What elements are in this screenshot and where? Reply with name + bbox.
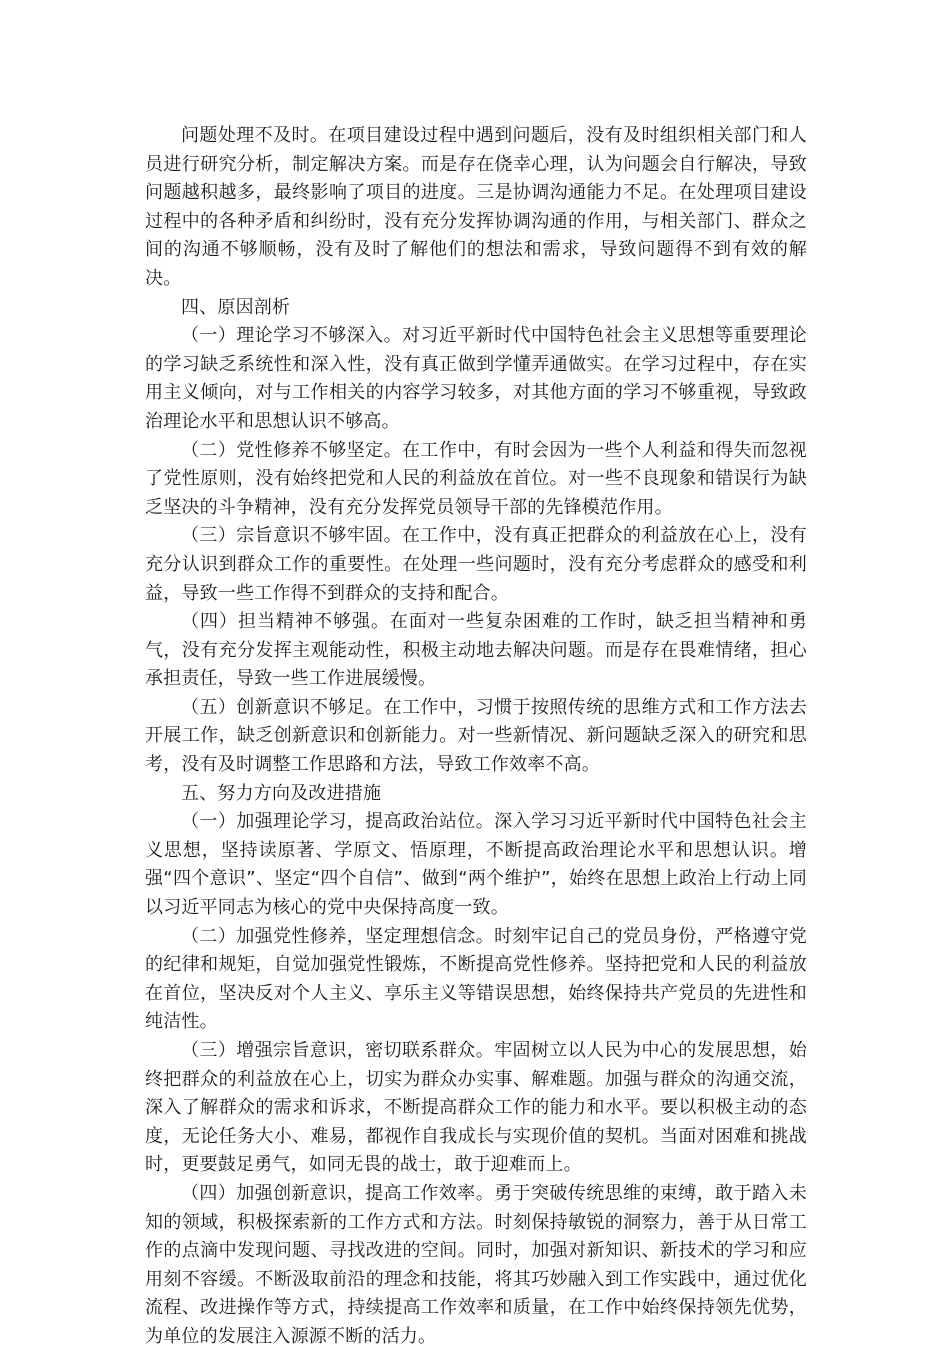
paragraph-problem-handling: 问题处理不及时。在项目建设过程中遇到问题后，没有及时组织相关部门和人员进行研究分析，制定解决方案。而是存在侥幸心理，认为问题会自行解决，导致问题越积越多，最终影响了项目的进度。三是协调沟通能力不足。在处理项目建设过程中的各种矛盾和纠纷时，没有充分发挥协调沟通的作用，与相关部门、群众之间的沟通不够顺畅，没有及时了解他们的想法和需求，导致问题得不到有效的解决。 <box>145 125 807 289</box>
paragraph-measure-1: （一）加强理论学习，提高政治站位。深入学习习近平新时代中国特色社会主义思想，坚持读原著、学原文、悟原理，不断提高政治理论水平和思想认识。增强“四个意识”、坚定“四个自信”、做到“两个维护”，始终在思想上政治上行动上同以习近平同志为核心的党中央保持高度一致。 <box>145 811 807 919</box>
paragraph-measure-3: （三）增强宗旨意识，密切联系群众。牢固树立以人民为中心的发展思想，始终把群众的利益放在心上，切实为群众办实事、解难题。加强与群众的沟通交流，深入了解群众的需求和诉求，不断提高群众工作的能力和水平。要以积极主动的态度，无论任务大小、难易，都视作自我成长与实现价值的契机。当面对困难和挑战时，更要鼓足勇气，如同无畏的战士，敢于迎难而上。 <box>145 1040 807 1176</box>
paragraph-measure-2: （二）加强党性修养，坚定理想信念。时刻牢记自己的党员身份，严格遵守党的纪律和规矩，自觉加强党性锻炼，不断提高党性修养。坚持把党和人民的利益放在首位，坚决反对个人主义、享乐主义等错误思想，始终保持共产党员的先进性和纯洁性。 <box>145 925 807 1033</box>
paragraph-measure-4: （四）加强创新意识，提高工作效率。勇于突破传统思维的束缚，敢于踏入未知的领域，积极探索新的工作方式和方法。时刻保持敏锐的洞察力，善于从日常工作的点滴中发现问题、寻找改进的空间。同时，加强对新知识、新技术的学习和应用刻不容缓。不断汲取前沿的理念和技能，将其巧妙融入到工作实践中，通过优化流程、改进操作等方式，持续提高工作效率和质量，在工作中始终保持领先优势，为单位的发展注入源源不断的活力。 <box>145 1182 807 1347</box>
document-page <box>145 122 807 1352</box>
paragraph-cause-5: （五）创新意识不够足。在工作中，习惯于按照传统的思维方式和工作方法去开展工作，缺乏创新意识和创新能力。对一些新情况、新问题缺乏深入的研究和思考，没有及时调整工作思路和方法，导致工作效率不高。 <box>145 696 807 776</box>
paragraph-cause-3: （三）宗旨意识不够牢固。在工作中，没有真正把群众的利益放在心上，没有充分认识到群众工作的重要性。在处理一些问题时，没有充分考虑群众的感受和利益，导致一些工作得不到群众的支持和配合。 <box>145 525 807 604</box>
section-heading-improvement: 五、努力方向及改进措施 <box>181 782 382 804</box>
section-heading-cause-analysis: 四、原因剖析 <box>181 296 291 318</box>
paragraph-cause-1: （一）理论学习不够深入。对习近平新时代中国特色社会主义思想等重要理论的学习缺乏系统性和深入性，没有真正做到学懂弄通做实。在学习过程中，存在实用主义倾向，对与工作相关的内容学习较多，对其他方面的学习不够重视，导致政治理论水平和思想认识不够高。 <box>145 325 807 432</box>
paragraph-cause-4: （四）担当精神不够强。在面对一些复杂困难的工作时，缺乏担当精神和勇气，没有充分发挥主观能动性，积极主动地去解决问题。而是存在畏难情绪，担心承担责任，导致一些工作进展缓慢。 <box>145 611 807 690</box>
paragraph-cause-2: （二）党性修养不够坚定。在工作中，有时会因为一些个人利益和得失而忽视了党性原则，没有始终把党和人民的利益放在首位。对一些不良现象和错误行为缺乏坚决的斗争精神，没有充分发挥党员领导干部的先锋模范作用。 <box>145 439 807 518</box>
